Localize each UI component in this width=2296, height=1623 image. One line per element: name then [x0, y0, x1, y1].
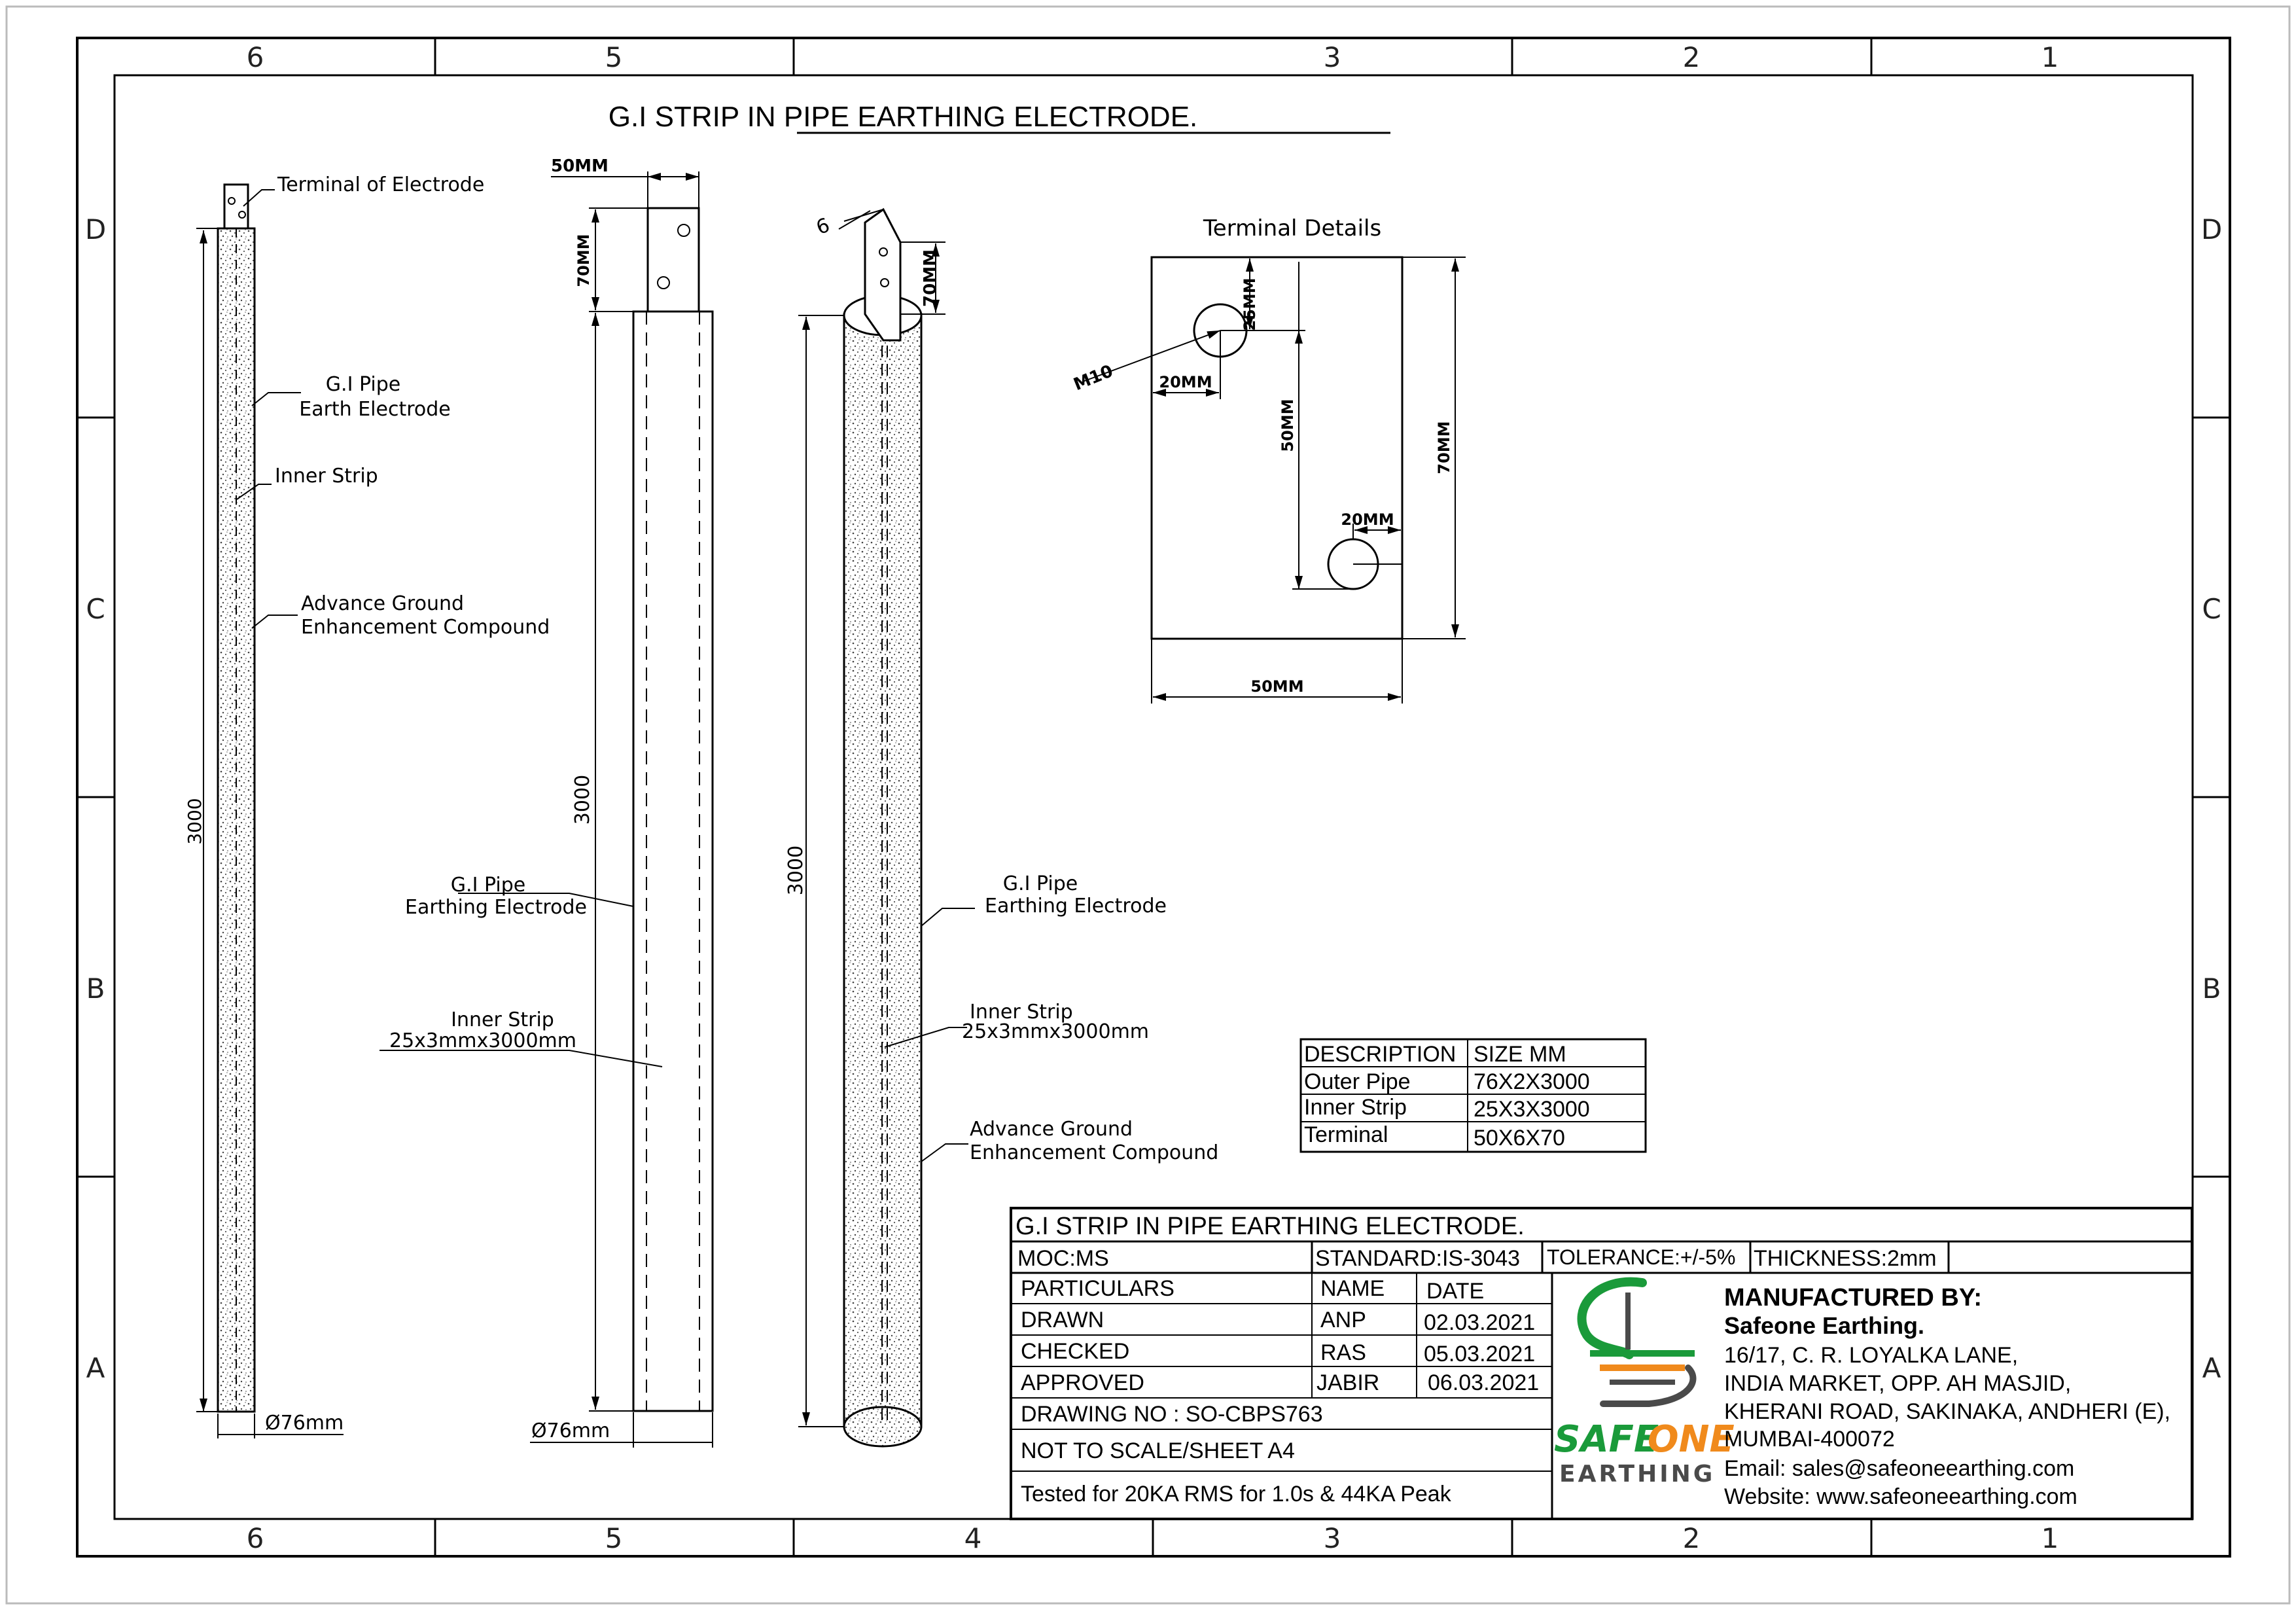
frame-col-5-top: 5 — [605, 41, 623, 73]
view2-pipe-label-2: Earthing Electrode — [405, 896, 587, 919]
view2-terminal-height: 70MM — [574, 234, 593, 287]
view2-terminal — [648, 208, 699, 312]
size-table-row-inner-strip-size: 25X3X3000 — [1474, 1097, 1590, 1122]
manufacturer-company: Safeone Earthing. — [1724, 1312, 1925, 1339]
terminal-dim-50-vert: 50MM — [1279, 399, 1297, 452]
title-block-approved-name: JABIR — [1316, 1370, 1380, 1395]
view1-length-value: 3000 — [184, 798, 205, 845]
frame-row-a-left: A — [86, 1352, 105, 1384]
title-block-checked-label: CHECKED — [1021, 1339, 1130, 1364]
frame-row-b-left: B — [86, 972, 105, 1005]
terminal-dim-25: 25MM — [1241, 277, 1259, 331]
view2-strip-label-1: Inner Strip — [451, 1008, 554, 1031]
title-block-scale: NOT TO SCALE/SHEET A4 — [1021, 1438, 1295, 1463]
view1-electrode — [184, 173, 550, 1438]
view2-electrode — [380, 156, 713, 1448]
logo-word-safe: SAFE — [1554, 1418, 1659, 1461]
terminal-dim-50-width: 50MM — [1250, 677, 1304, 696]
frame-row-d-right: D — [2200, 213, 2223, 245]
view2-pipe-body — [633, 312, 713, 1411]
title-block-drawn-label: DRAWN — [1021, 1308, 1104, 1332]
size-table-header-size: SIZE MM — [1474, 1042, 1566, 1067]
size-table — [1301, 1039, 1646, 1152]
logo-word-one: ONE — [1648, 1418, 1735, 1461]
view1-diameter-value: Ø76mm — [265, 1412, 344, 1435]
terminal-dim-70: 70MM — [1435, 421, 1453, 474]
terminal-hole-size: M10 — [1070, 361, 1116, 395]
frame-col-4-bottom: 4 — [964, 1522, 982, 1554]
terminal-details — [1071, 215, 1466, 704]
frame-col-2-bottom: 2 — [1682, 1522, 1701, 1554]
view3-strip-label-2: 25x3mmx3000mm — [962, 1020, 1150, 1043]
size-table-row-terminal: Terminal — [1304, 1122, 1388, 1147]
manufacturer-address-1: 16/17, C. R. LOYALKA LANE, — [1724, 1343, 2019, 1368]
frame-col-1-top: 1 — [2041, 41, 2059, 73]
frame-row-b-right: B — [2202, 972, 2221, 1005]
manufacturer-address-4: MUMBAI-400072 — [1724, 1427, 1895, 1452]
view2-pipe-label-1: G.I Pipe — [450, 874, 526, 897]
title-block-moc: MOC:MS — [1017, 1246, 1109, 1271]
size-table-header-description: DESCRIPTION — [1304, 1042, 1457, 1067]
title-block-col-particulars: PARTICULARS — [1021, 1276, 1174, 1301]
manufacturer-address-3: KHERANI ROAD, SAKINAKA, ANDHERI (E), — [1724, 1399, 2171, 1424]
view3-terminal-height: 70MM — [921, 249, 940, 307]
view1-compound-label-1: Advance Ground — [301, 592, 465, 615]
view3-pipe-label-2: Earthing Electrode — [985, 895, 1167, 918]
title-block-drawing-no: DRAWING NO : SO-CBPS763 — [1021, 1402, 1323, 1427]
title-block-drawn-date: 02.03.2021 — [1424, 1310, 1536, 1335]
manufacturer-email[interactable]: Email: sales@safeoneearthing.com — [1724, 1456, 2075, 1481]
view1-terminal-label: Terminal of Electrode — [277, 173, 485, 196]
title-block-thickness: THICKNESS:2mm — [1754, 1246, 1937, 1271]
title-block-checked-name: RAS — [1320, 1340, 1366, 1365]
title-block-checked-date: 05.03.2021 — [1424, 1342, 1536, 1366]
view3-compound-label-1: Advance Ground — [970, 1118, 1133, 1141]
terminal-dim-20-bottom: 20MM — [1341, 510, 1394, 529]
frame-row-c-right: C — [2202, 593, 2221, 625]
view3-terminal-plate — [865, 209, 900, 340]
title-block — [1011, 1208, 2192, 1519]
frame-col-6-bottom: 6 — [246, 1522, 264, 1554]
frame-col-6-top: 6 — [246, 41, 264, 73]
title-block-standard: STANDARD:IS-3043 — [1315, 1246, 1521, 1271]
drawing-title: G.I STRIP IN PIPE EARTHING ELECTRODE. — [608, 101, 1198, 133]
frame-col-3-top: 3 — [1323, 41, 1341, 73]
title-block-drawn-name: ANP — [1320, 1308, 1366, 1332]
view3-thickness-dim: 6 — [813, 213, 833, 240]
view2-length-value: 3000 — [571, 774, 594, 825]
frame-row-a-right: A — [2202, 1352, 2221, 1384]
view3-strip-label-1: Inner Strip — [970, 1001, 1073, 1024]
logo-word-earthing: EARTHING — [1559, 1461, 1716, 1488]
view1-compound-label-2: Enhancement Compound — [301, 616, 550, 639]
manufacturer-website[interactable]: Website: www.safeoneearthing.com — [1724, 1484, 2077, 1509]
terminal-dim-20-top: 20MM — [1159, 373, 1212, 391]
manufacturer-heading: MANUFACTURED BY: — [1724, 1284, 1983, 1311]
size-table-row-outer-pipe: Outer Pipe — [1304, 1069, 1411, 1094]
title-block-title: G.I STRIP IN PIPE EARTHING ELECTRODE. — [1016, 1213, 1525, 1240]
view1-terminal-plate — [224, 185, 248, 230]
frame-col-5-bottom: 5 — [605, 1522, 623, 1554]
view2-strip-label-2: 25x3mmx3000mm — [389, 1029, 577, 1052]
frame-col-1-bottom: 1 — [2041, 1522, 2059, 1554]
size-table-row-outer-pipe-size: 76X2X3000 — [1474, 1069, 1590, 1094]
view3-pipe-label-1: G.I Pipe — [1002, 872, 1078, 895]
title-block-col-name: NAME — [1320, 1276, 1385, 1301]
size-table-row-terminal-size: 50X6X70 — [1474, 1126, 1565, 1150]
title-block-tested: Tested for 20KA RMS for 1.0s & 44KA Peak — [1021, 1482, 1451, 1507]
view1-pipe-label-1: G.I Pipe — [325, 373, 401, 396]
title-block-tolerance: TOLERANCE:+/-5% — [1547, 1245, 1736, 1269]
view2-width-dimension: 50MM — [551, 156, 609, 176]
view2-diameter-value: Ø76mm — [531, 1419, 610, 1442]
manufacturer-address-2: INDIA MARKET, OPP. AH MASJID, — [1724, 1371, 2072, 1396]
title-block-approved-label: APPROVED — [1021, 1370, 1144, 1395]
view3-compound-label-2: Enhancement Compound — [970, 1141, 1219, 1164]
view1-strip-label: Inner Strip — [275, 465, 378, 488]
view3-length-value: 3000 — [785, 845, 807, 896]
view1-pipe-label-2: Earth Electrode — [299, 398, 451, 421]
frame-row-c-left: C — [86, 593, 105, 625]
frame-row-d-left: D — [84, 213, 107, 245]
size-table-row-inner-strip: Inner Strip — [1304, 1095, 1407, 1120]
frame-col-3-bottom: 3 — [1323, 1522, 1341, 1554]
terminal-details-title: Terminal Details — [1203, 215, 1382, 241]
title-block-approved-date: 06.03.2021 — [1428, 1370, 1540, 1395]
frame-col-2-top: 2 — [1682, 41, 1701, 73]
title-block-col-date: DATE — [1426, 1279, 1485, 1304]
